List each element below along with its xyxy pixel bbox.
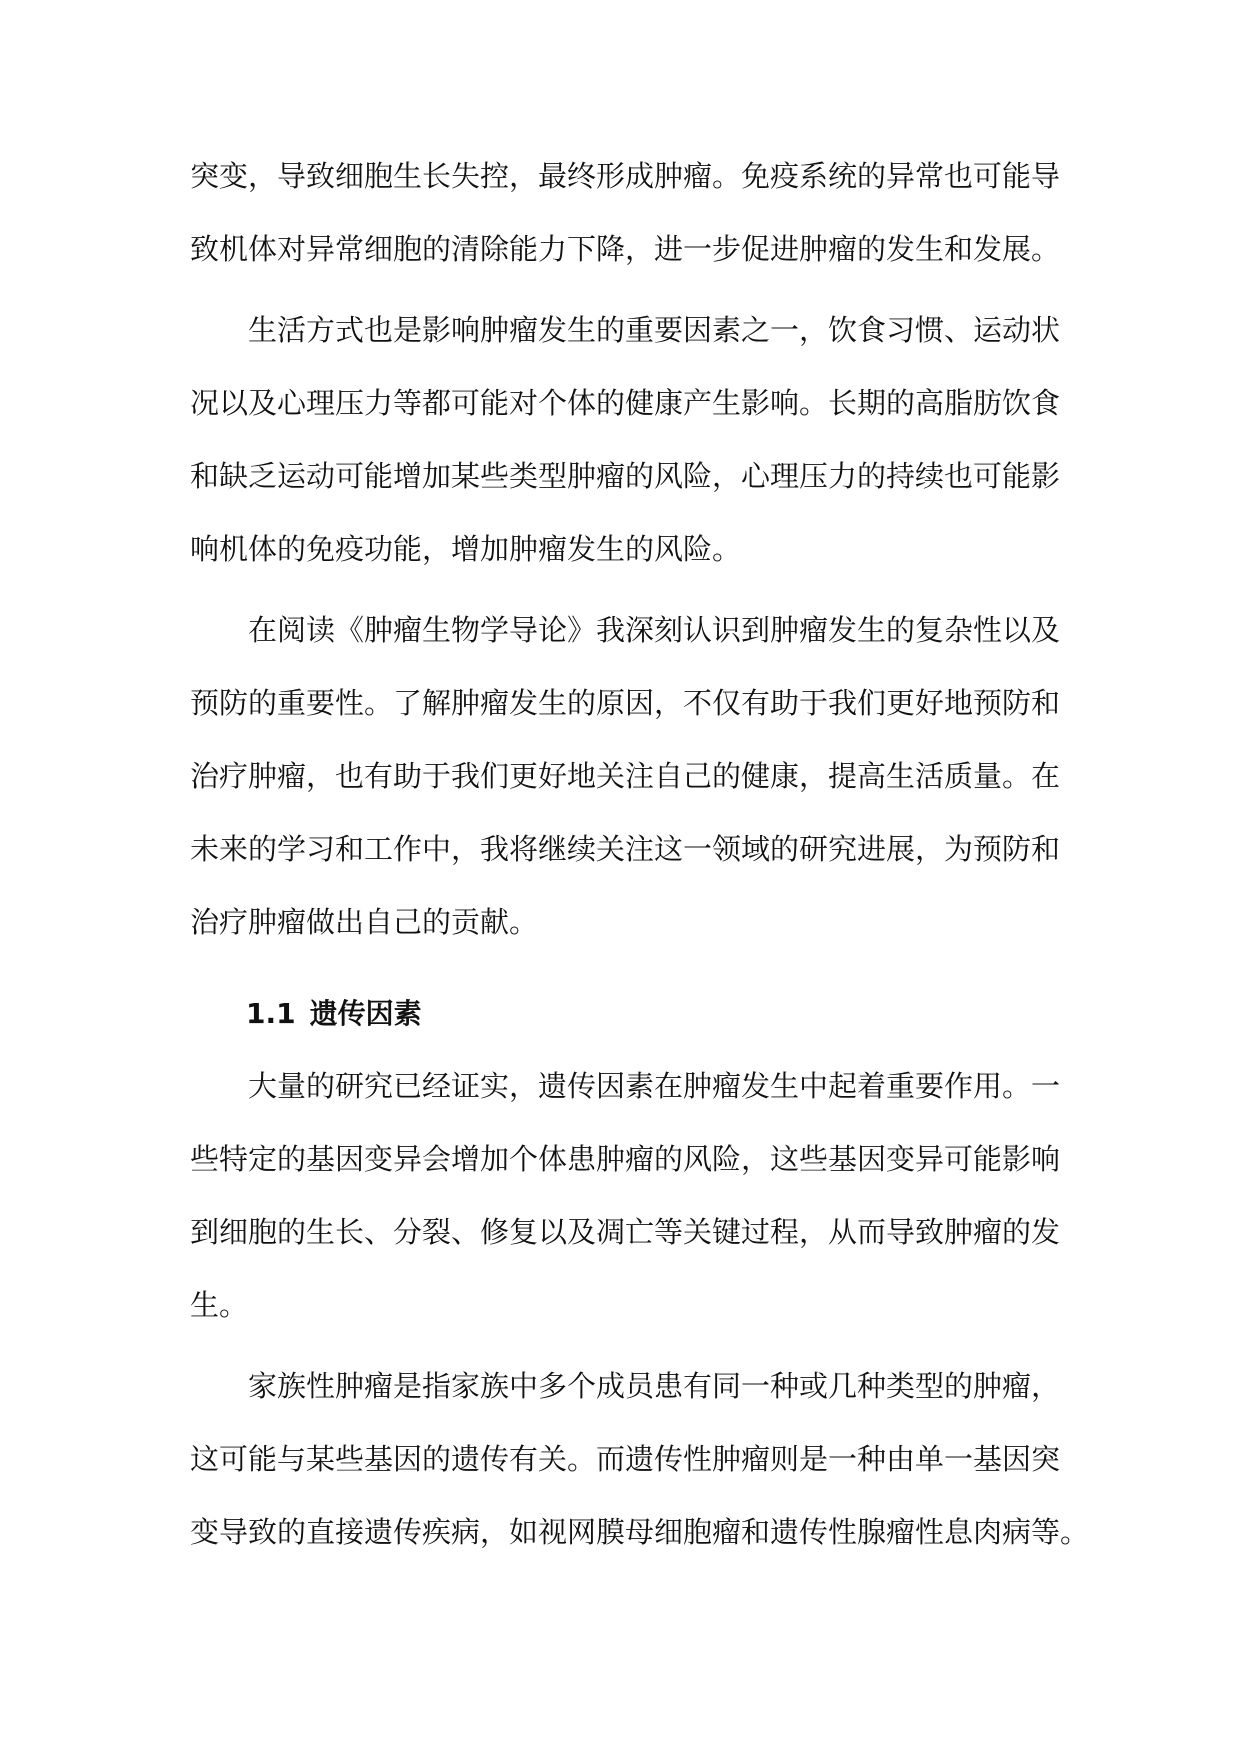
paragraph-line: 变导致的直接遗传疾病，如视网膜母细胞瘤和遗传性腺瘤性息肉病等。 xyxy=(190,1515,1090,1549)
section-paragraph-2 xyxy=(190,1350,1090,1569)
paragraph-line: 况以及心理压力等都可能对个体的健康产生影响。长期的高脂肪饮食 xyxy=(190,386,1061,420)
paragraph-3 xyxy=(190,594,1061,959)
paragraph-line: 预防的重要性。了解肿瘤发生的原因，不仅有助于我们更好地预防和 xyxy=(190,686,1061,720)
paragraph-line: 治疗肿瘤，也有助于我们更好地关注自己的健康，提高生活质量。在 xyxy=(190,759,1061,793)
paragraph-line: 这可能与某些基因的遗传有关。而遗传性肿瘤则是一种由单一基因突 xyxy=(190,1442,1061,1476)
paragraph-line: 未来的学习和工作中，我将继续关注这一领域的研究进展，为预防和 xyxy=(190,832,1061,866)
paragraph-line: 些特定的基因变异会增加个体患肿瘤的风险，这些基因变异可能影响 xyxy=(190,1142,1061,1176)
paragraph-line: 和缺乏运动可能增加某些类型肿瘤的风险，心理压力的持续也可能影 xyxy=(190,459,1061,493)
paragraph-line: 突变，导致细胞生长失控，最终形成肿瘤。免疫系统的异常也可能导 xyxy=(190,159,1061,193)
paragraph-line: 响机体的免疫功能，增加肿瘤发生的风险。 xyxy=(190,532,742,566)
paragraph-line: 致机体对异常细胞的清除能力下降，进一步促进肿瘤的发生和发展。 xyxy=(190,232,1061,266)
paragraph-line: 家族性肿瘤是指家族中多个成员患有同一种或几种类型的肿瘤， xyxy=(248,1369,1061,1403)
paragraph-2 xyxy=(190,294,1061,586)
paragraph-line: 治疗肿瘤做出自己的贡献。 xyxy=(190,905,539,939)
section-title: 遗传因素 xyxy=(309,997,422,1030)
section-heading xyxy=(190,977,1054,1050)
paragraph-line: 到细胞的生长、分裂、修复以及凋亡等关键过程，从而导致肿瘤的发 xyxy=(190,1215,1061,1249)
section-number: 1.1 xyxy=(246,997,296,1030)
paragraph-line: 大量的研究已经证实，遗传因素在肿瘤发生中起着重要作用。一 xyxy=(248,1069,1061,1103)
document-page xyxy=(190,140,1090,1569)
paragraph-line: 生。 xyxy=(190,1288,249,1322)
section-paragraph-1 xyxy=(190,1050,1061,1342)
paragraph-1 xyxy=(190,140,1061,286)
paragraph-line: 生活方式也是影响肿瘤发生的重要因素之一，饮食习惯、运动状 xyxy=(248,313,1061,347)
paragraph-line: 在阅读《肿瘤生物学导论》我深刻认识到肿瘤发生的复杂性以及 xyxy=(248,613,1061,647)
